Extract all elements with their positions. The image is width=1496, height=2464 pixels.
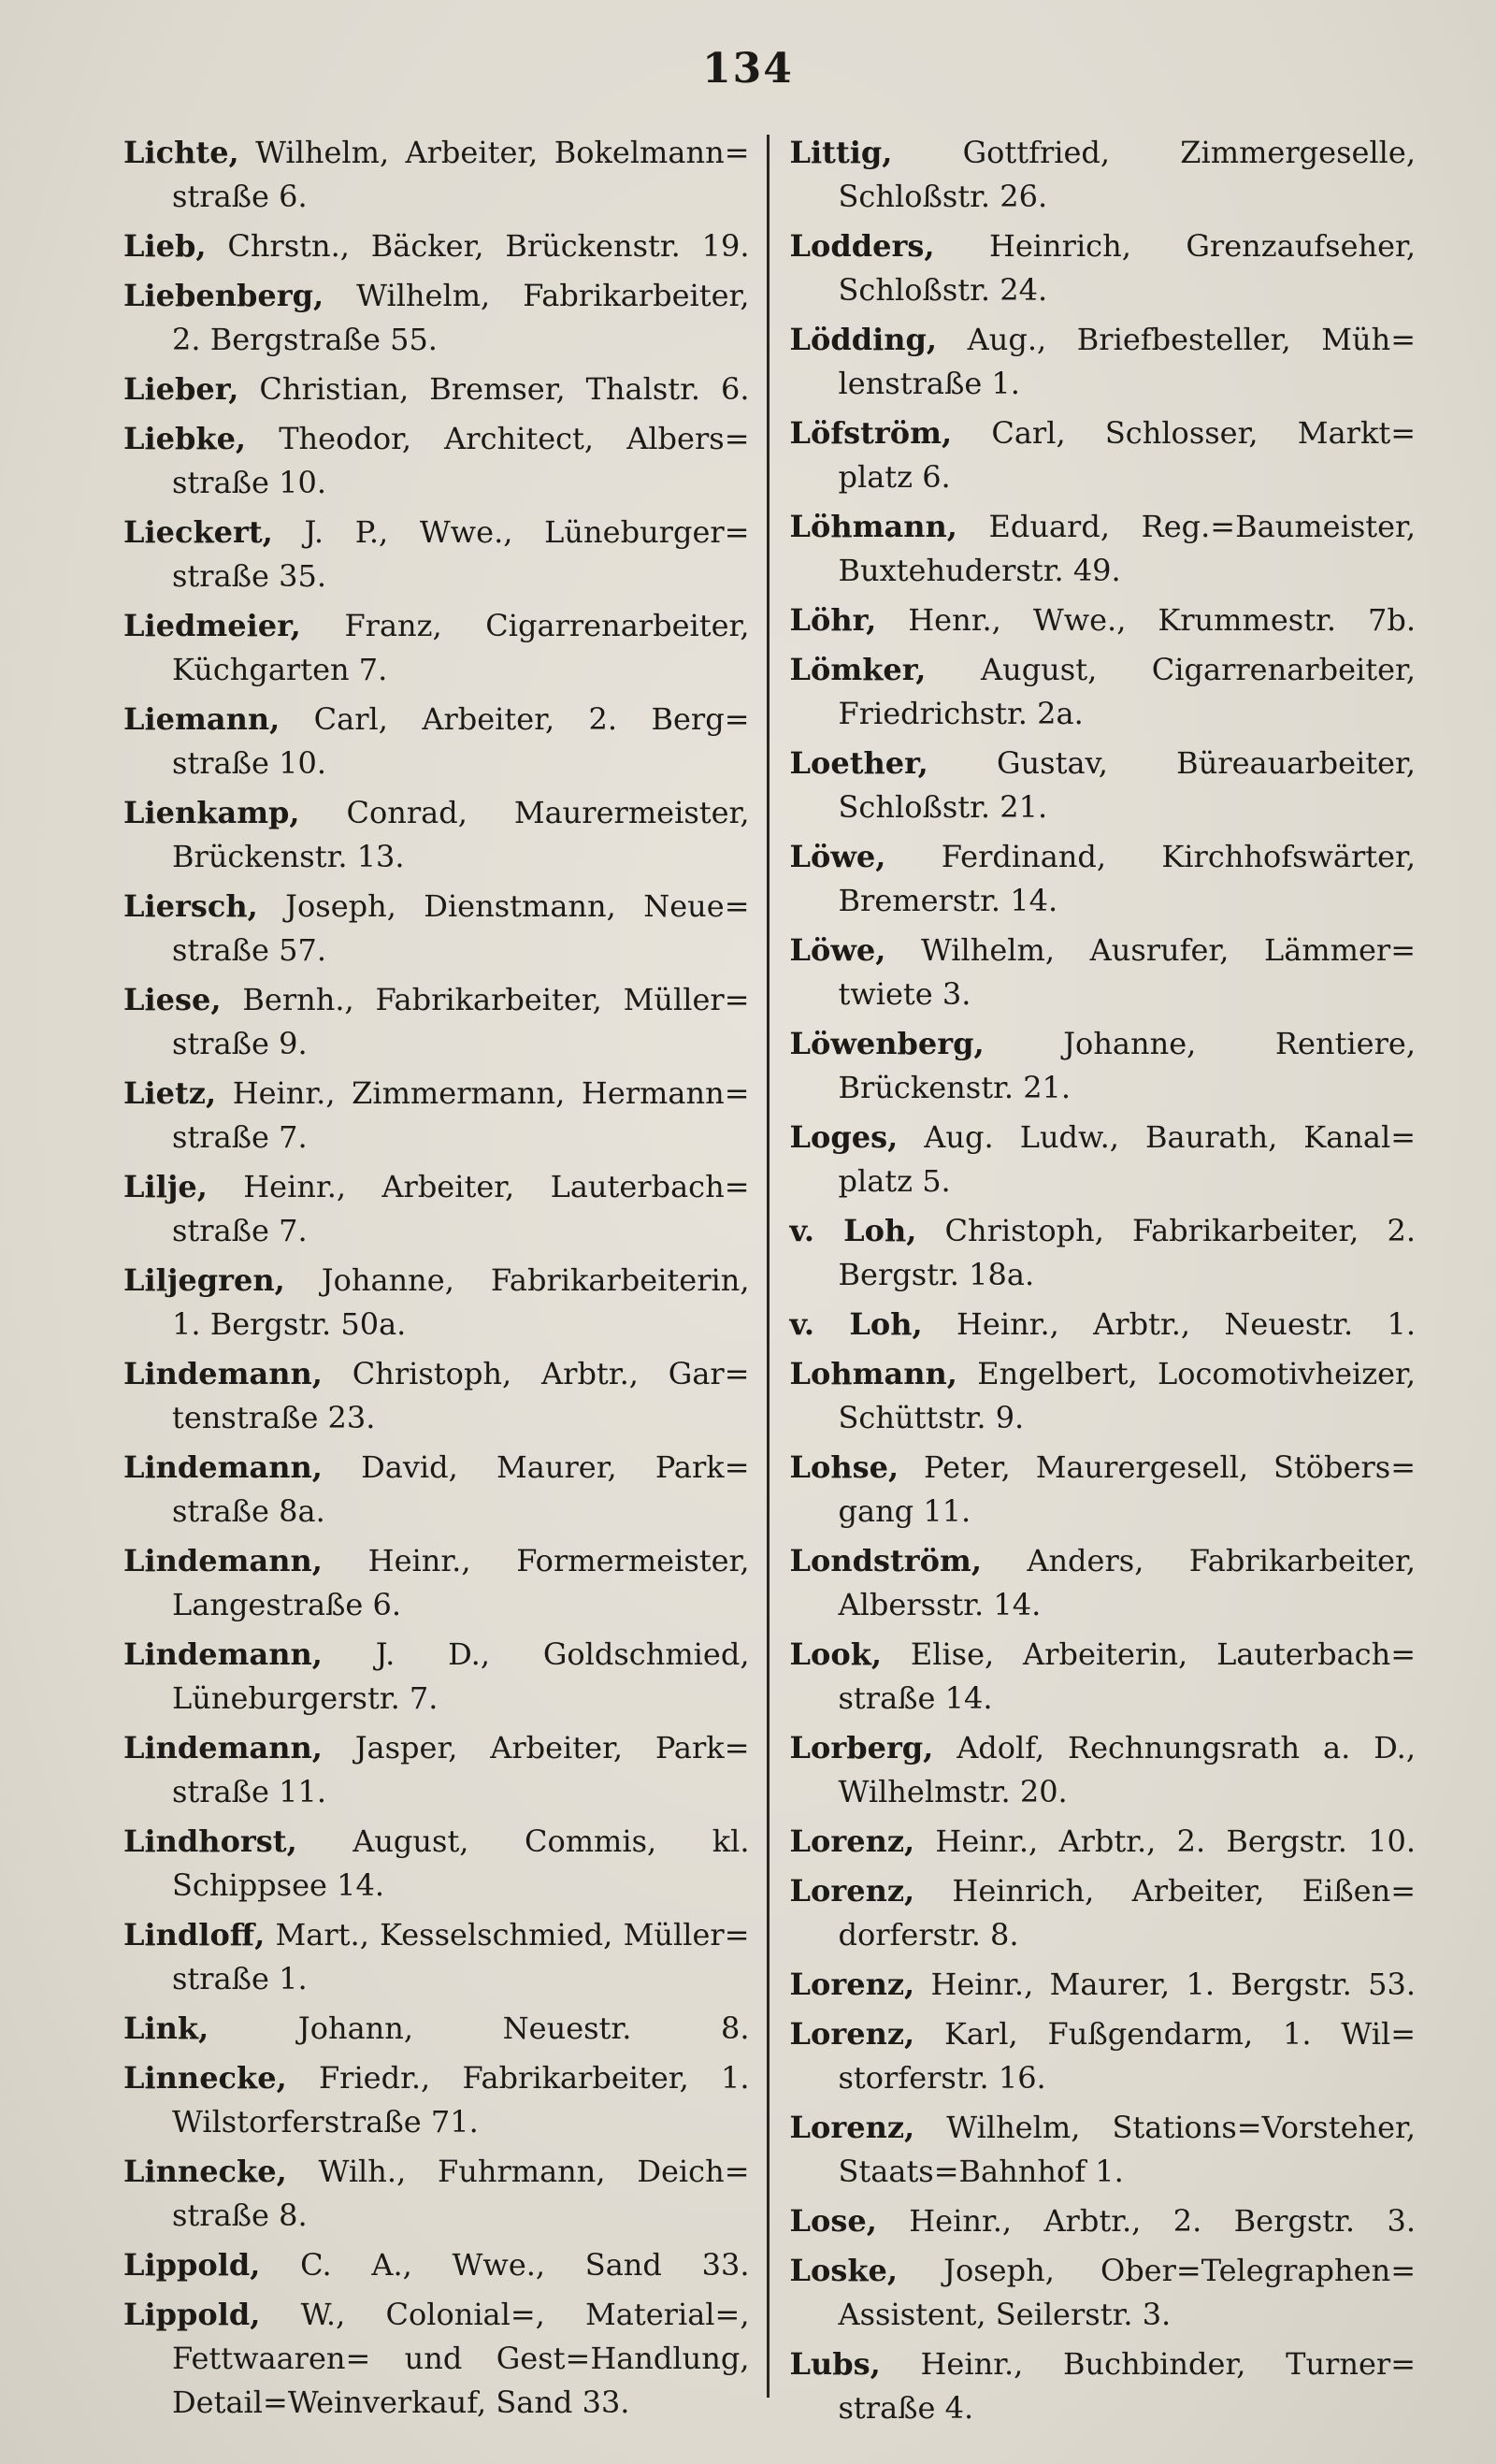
entry-surname: v. Loh,	[789, 1213, 917, 1248]
entry-surname: Lippold,	[123, 2247, 261, 2283]
entry-surname: Löwe,	[789, 839, 886, 874]
entry-continuation-line: twiete 3.	[838, 976, 971, 1012]
entry-first-line	[790, 1022, 1417, 1066]
directory-entry	[123, 224, 750, 268]
entry-surname: Lippold,	[123, 2297, 261, 2332]
directory-entry	[790, 505, 1417, 593]
entry-surname: Loske,	[789, 2253, 899, 2288]
entry-details: August, Cigarrenarbeiter,	[980, 652, 1416, 687]
directory-entry	[790, 2199, 1417, 2243]
entry-details: Christoph, Fabrikarbeiter, 2.	[944, 1213, 1416, 1248]
directory-entry	[123, 978, 750, 1066]
entry-surname: Lilje,	[123, 1169, 208, 1204]
entry-details: Adolf, Rechnungsrath a. D.,	[957, 1730, 1417, 1765]
directory-entry	[123, 1913, 750, 2001]
entry-surname: Linnecke,	[123, 2060, 287, 2096]
directory-entry	[790, 2342, 1417, 2430]
entry-details: Heinrich, Arbeiter, Eißen=	[952, 1873, 1416, 1909]
entry-details: Johann, Neuestr. 8.	[297, 2010, 750, 2046]
entry-surname: Lieb,	[123, 228, 207, 264]
entry-details: Johanne, Fabrikarbeiterin,	[321, 1262, 750, 1298]
entry-surname: Lorenz,	[789, 1967, 915, 2002]
entry-continuation-line: straße 11.	[172, 1774, 327, 1809]
entry-surname: Lieckert,	[123, 514, 273, 550]
entry-surname: Lömker,	[789, 652, 927, 687]
entry-continuation-line: Bergstr. 18a.	[838, 1257, 1035, 1292]
entry-details: August, Commis, kl.	[352, 1823, 750, 1859]
directory-entry	[123, 698, 750, 785]
directory-entry	[123, 131, 750, 219]
entry-details: Theodor, Architect, Albers=	[279, 421, 750, 456]
entry-first-line	[123, 1820, 750, 1864]
entry-continuation-line: Buxtehuderstr. 49.	[838, 553, 1121, 588]
entry-details: Eduard, Reg.=Baumeister,	[988, 509, 1416, 544]
entry-surname: Lohmann,	[789, 1356, 957, 1391]
entry-details: Heinr., Zimmermann, Hermann=	[232, 1075, 750, 1111]
entry-first-line	[790, 1446, 1417, 1490]
entry-details: Heinr., Buchbinder, Turner=	[920, 2346, 1417, 2382]
entry-surname: Liedmeier,	[123, 608, 301, 643]
entry-continuation-line: platz 5.	[838, 1163, 951, 1199]
entry-continuation-line: gang 11.	[838, 1493, 971, 1529]
entry-continuation-line: Küchgarten 7.	[172, 652, 388, 687]
entry-first-line	[123, 1913, 750, 1957]
entry-surname: Lindhorst,	[123, 1823, 297, 1859]
entry-continuation-line: Staats=Bahnhof 1.	[838, 2154, 1124, 2189]
entry-surname: Littig,	[789, 135, 893, 170]
entry-first-line	[790, 2199, 1417, 2243]
entry-surname: Lindemann,	[123, 1356, 323, 1391]
entry-surname: Lichte,	[123, 135, 239, 170]
directory-entry	[123, 2243, 750, 2287]
directory-entry	[790, 1209, 1417, 1297]
entry-continuation-line: straße 4.	[838, 2390, 974, 2426]
entry-surname: Liese,	[123, 982, 222, 1017]
directory-entry	[790, 318, 1417, 406]
entry-first-line	[123, 2293, 750, 2337]
entry-first-line	[123, 417, 750, 461]
directory-entry	[790, 929, 1417, 1016]
entry-surname: Liljegren,	[123, 1262, 285, 1298]
entry-first-line	[123, 604, 750, 648]
entry-first-line	[123, 2056, 750, 2100]
entry-first-line	[123, 367, 750, 411]
entry-first-line	[790, 505, 1417, 549]
entry-surname: Link,	[123, 2010, 209, 2046]
entry-continuation-line: lenstraße 1.	[838, 366, 1020, 401]
entry-first-line	[123, 511, 750, 555]
entry-surname: Loges,	[789, 1119, 899, 1155]
entry-continuation-line: straße 14.	[838, 1680, 993, 1716]
entry-surname: Lindloff,	[123, 1917, 266, 1952]
directory-entry	[123, 2293, 750, 2425]
entry-first-line	[123, 791, 750, 835]
entry-continuation-line: 2. Bergstraße 55.	[172, 322, 438, 357]
entry-first-line	[790, 1820, 1417, 1864]
directory-entry	[123, 2056, 750, 2144]
entry-continuation-line: straße 57.	[172, 932, 327, 968]
entry-surname: Lietz,	[123, 1075, 217, 1111]
entry-first-line	[790, 2342, 1417, 2386]
entry-details: Aug. Ludw., Baurath, Kanal=	[924, 1119, 1417, 1155]
entry-first-line	[790, 1633, 1417, 1677]
entry-details: Conrad, Maurermeister,	[346, 795, 750, 830]
entry-first-line	[790, 1209, 1417, 1253]
entry-details: Mart., Kesselschmied, Müller=	[275, 1917, 750, 1952]
entry-details: Karl, Fußgendarm, 1. Wil=	[944, 2016, 1416, 2052]
entry-surname: Löwenberg,	[789, 1026, 985, 1061]
entry-first-line	[123, 131, 750, 175]
entry-first-line	[123, 1165, 750, 1209]
directory-entry	[123, 1820, 750, 1908]
page-number: 134	[702, 45, 794, 93]
entry-first-line	[790, 2249, 1417, 2293]
entry-details: Engelbert, Locomotivheizer,	[977, 1356, 1417, 1391]
entry-details: Henr., Wwe., Krummestr. 7b.	[908, 602, 1417, 638]
directory-entry	[790, 1726, 1417, 1814]
entry-continuation-line: Friedrichstr. 2a.	[838, 696, 1084, 731]
entry-details: C. A., Wwe., Sand 33.	[300, 2247, 750, 2283]
entry-surname: Löhr,	[789, 602, 877, 638]
entry-surname: Lose,	[789, 2203, 877, 2239]
directory-entry	[790, 1869, 1417, 1957]
directory-entry	[123, 1072, 750, 1160]
entry-details: Johanne, Rentiere,	[1063, 1026, 1416, 1061]
entry-details: Ferdinand, Kirchhofswärter,	[941, 839, 1416, 874]
directory-entry	[790, 1116, 1417, 1203]
entry-details: Bernh., Fabrikarbeiter, Müller=	[242, 982, 750, 1017]
entry-details: Carl, Arbeiter, 2. Berg=	[313, 701, 750, 737]
right-column	[770, 131, 1433, 2426]
entry-details: Heinr., Arbeiter, Lauterbach=	[243, 1169, 750, 1204]
entry-first-line	[123, 2243, 750, 2287]
directory-entry	[790, 2106, 1417, 2194]
entry-details: Wilhelm, Arbeiter, Bokelmann=	[255, 135, 750, 170]
directory-entry	[790, 2249, 1417, 2337]
entry-surname: Look,	[789, 1636, 882, 1672]
directory-entry	[790, 835, 1417, 923]
entry-surname: Lorenz,	[789, 2110, 915, 2145]
entry-surname: Lorenz,	[789, 2016, 915, 2052]
entry-continuation-line: Langestraße 6.	[172, 1587, 402, 1622]
entry-surname: Lindemann,	[123, 1636, 323, 1672]
entry-first-line	[790, 1963, 1417, 2007]
entry-first-line	[790, 224, 1417, 268]
entry-continuation-line: Brückenstr. 13.	[172, 839, 405, 874]
entry-continuation-line: Schloßstr. 21.	[838, 789, 1048, 825]
entry-first-line	[123, 1633, 750, 1677]
entry-continuation-line: straße 6.	[172, 179, 308, 214]
entry-details: Wilhelm, Ausrufer, Lämmer=	[920, 932, 1417, 968]
entry-details: Heinr., Maurer, 1. Bergstr. 53.	[930, 1967, 1417, 2002]
entry-surname: Liemann,	[123, 701, 280, 737]
entry-surname: Lodders,	[789, 228, 935, 264]
entry-continuation-line: platz 6.	[838, 459, 951, 495]
entry-continuation-line: 1. Bergstr. 50a.	[172, 1306, 407, 1342]
entry-details: Elise, Arbeiterin, Lauterbach=	[910, 1636, 1416, 1672]
entry-surname: v. Loh,	[789, 1306, 923, 1342]
directory-entry	[123, 885, 750, 973]
entry-continuation-line: Albersstr. 14.	[838, 1587, 1042, 1622]
entry-continuation-line: straße 1.	[172, 1961, 308, 1996]
directory-entry	[123, 604, 750, 692]
entry-details: Christoph, Arbtr., Gar=	[352, 1356, 750, 1391]
entry-details: Christian, Bremser, Thalstr. 6.	[259, 371, 750, 407]
entry-first-line	[123, 1539, 750, 1583]
entry-details: Franz, Cigarrenarbeiter,	[344, 608, 750, 643]
directory-entry	[123, 1633, 750, 1721]
entry-continuation-line: straße 8a.	[172, 1493, 325, 1529]
entry-continuation-line: straße 7.	[172, 1119, 308, 1155]
entry-details: Friedr., Fabrikarbeiter, 1.	[318, 2060, 750, 2096]
entry-details: Wilhelm, Stations=Vorsteher,	[946, 2110, 1416, 2145]
entry-continuation-line: Detail=Weinverkauf, Sand 33.	[172, 2385, 630, 2420]
entry-continuation-line: Wilstorferstraße 71.	[172, 2104, 479, 2140]
entry-continuation-line: Wilhelmstr. 20.	[838, 1774, 1068, 1809]
entry-details: Jasper, Arbeiter, Park=	[354, 1730, 750, 1765]
entry-details: Gustav, Büreauarbeiter,	[996, 745, 1416, 781]
directory-entry	[790, 1446, 1417, 1534]
directory-entry	[790, 131, 1417, 219]
entry-continuation-line: Schloßstr. 24.	[838, 272, 1048, 308]
entry-surname: Löfström,	[789, 415, 953, 451]
directory-entry	[123, 367, 750, 411]
entry-first-line	[123, 274, 750, 318]
entry-details: Heinrich, Grenzaufseher,	[988, 228, 1417, 264]
entry-first-line	[790, 318, 1417, 362]
directory-entry	[790, 2012, 1417, 2100]
entry-details: Gottfried, Zimmergeselle,	[962, 135, 1416, 170]
entry-details: Peter, Maurergesell, Stöbers=	[924, 1449, 1417, 1485]
entry-continuation-line: Lüneburgerstr. 7.	[172, 1680, 439, 1716]
entry-surname: Liebke,	[123, 421, 247, 456]
entry-details: Heinr., Arbtr., 2. Bergstr. 10.	[935, 1823, 1417, 1859]
entry-continuation-line: Bremerstr. 14.	[838, 883, 1058, 918]
entry-first-line	[123, 2007, 750, 2051]
entry-continuation-line: straße 10.	[172, 465, 327, 500]
entry-first-line	[790, 1539, 1417, 1583]
entry-details: Wilh., Fuhrmann, Deich=	[318, 2154, 750, 2189]
entry-first-line	[123, 1072, 750, 1116]
entry-details: Chrstn., Bäcker, Brückenstr. 19.	[227, 228, 750, 264]
directory-entry	[790, 1633, 1417, 1721]
directory-entry	[790, 598, 1417, 642]
entry-first-line	[790, 1352, 1417, 1396]
entry-continuation-line: straße 8.	[172, 2197, 308, 2233]
entry-details: Wilhelm, Fabrikarbeiter,	[356, 278, 750, 313]
entry-first-line	[790, 835, 1417, 879]
entry-continuation-line: Assistent, Seilerstr. 3.	[838, 2297, 1172, 2332]
entry-details: Heinr., Arbtr., 2. Bergstr. 3.	[909, 2203, 1417, 2239]
directory-entry	[123, 511, 750, 598]
directory-entry	[123, 417, 750, 505]
entry-first-line	[790, 1116, 1417, 1160]
entry-continuation-line: straße 9.	[172, 1026, 308, 1061]
directory-entry	[790, 648, 1417, 736]
directory-entry	[123, 1726, 750, 1814]
entry-details: J. D., Goldschmied,	[375, 1636, 750, 1672]
entry-continuation-line: straße 35.	[172, 558, 327, 594]
directory-entry	[790, 411, 1417, 499]
directory-entry	[123, 1539, 750, 1627]
entry-first-line	[790, 131, 1417, 175]
entry-first-line	[790, 1869, 1417, 1913]
directory-entry	[123, 2007, 750, 2051]
entry-first-line	[123, 2150, 750, 2194]
entry-first-line	[790, 2106, 1417, 2150]
directory-entry	[790, 1352, 1417, 1440]
entry-first-line	[790, 648, 1417, 692]
entry-surname: Lohse,	[789, 1449, 899, 1485]
entry-first-line	[790, 1726, 1417, 1770]
entry-details: Heinr., Arbtr., Neuestr. 1.	[956, 1306, 1417, 1342]
directory-entry	[790, 1963, 1417, 2007]
entry-surname: Lödding,	[789, 322, 938, 357]
directory-entry	[790, 742, 1417, 829]
directory-entry	[123, 1446, 750, 1534]
entry-first-line	[123, 1259, 750, 1303]
entry-first-line	[123, 1446, 750, 1490]
entry-details: Carl, Schlosser, Markt=	[991, 415, 1417, 451]
entry-first-line	[790, 929, 1417, 973]
entry-details: Anders, Fabrikarbeiter,	[1027, 1543, 1416, 1578]
entry-first-line	[123, 1726, 750, 1770]
entry-surname: Lubs,	[789, 2346, 881, 2382]
entry-first-line	[123, 978, 750, 1022]
directory-entry	[123, 1259, 750, 1347]
entry-first-line	[123, 224, 750, 268]
directory-entry	[123, 1165, 750, 1253]
directory-entry	[123, 791, 750, 879]
entry-first-line	[790, 1303, 1417, 1347]
directory-entry	[123, 274, 750, 362]
entry-surname: Lindemann,	[123, 1730, 323, 1765]
entry-surname: Loether,	[789, 745, 928, 781]
entry-details: David, Maurer, Park=	[361, 1449, 750, 1485]
entry-surname: Löwe,	[789, 932, 886, 968]
directory-entry	[790, 1539, 1417, 1627]
entry-first-line	[790, 411, 1417, 455]
entry-details: Joseph, Dienstmann, Neue=	[285, 888, 750, 924]
entry-surname: Liersch,	[123, 888, 258, 924]
entry-surname: Lienkamp,	[123, 795, 300, 830]
entry-surname: Lorenz,	[789, 1823, 915, 1859]
entry-continuation-line: Brückenstr. 21.	[838, 1070, 1072, 1105]
directory-entry	[123, 1352, 750, 1440]
directory-entry	[790, 1820, 1417, 1864]
entry-details: Aug., Briefbesteller, Müh=	[967, 322, 1417, 357]
entry-continuation-line: dorferstr. 8.	[838, 1917, 1019, 1952]
entry-details: Heinr., Formermeister,	[367, 1543, 750, 1578]
entry-first-line	[123, 885, 750, 929]
entry-surname: Liebenberg,	[123, 278, 324, 313]
entry-first-line	[123, 698, 750, 742]
entry-first-line	[790, 2012, 1417, 2056]
entry-details: Joseph, Ober=Telegraphen=	[943, 2253, 1417, 2288]
left-column	[123, 131, 767, 2420]
entry-details: W., Colonial=, Material=,	[300, 2297, 750, 2332]
entry-continuation-line: straße 10.	[172, 745, 327, 781]
entry-continuation-line: Fettwaaren= und Gest=Handlung,	[172, 2341, 750, 2376]
directory-columns	[123, 131, 1432, 2426]
entry-continuation-line: straße 7.	[172, 1213, 308, 1248]
directory-entry	[123, 2150, 750, 2238]
entry-surname: Linnecke,	[123, 2154, 287, 2189]
directory-entry	[790, 1303, 1417, 1347]
directory-entry	[790, 224, 1417, 312]
entry-continuation-line: tenstraße 23.	[172, 1400, 376, 1435]
entry-surname: Londström,	[789, 1543, 982, 1578]
entry-continuation-line: Schippsee 14.	[172, 1867, 385, 1903]
directory-entry	[790, 1022, 1417, 1110]
entry-surname: Lorberg,	[789, 1730, 934, 1765]
entry-first-line	[790, 742, 1417, 785]
entry-details: J. P., Wwe., Lüneburger=	[304, 514, 750, 550]
entry-surname: Lorenz,	[789, 1873, 915, 1909]
entry-surname: Lieber,	[123, 371, 239, 407]
entry-continuation-line: storferstr. 16.	[838, 2060, 1046, 2096]
entry-surname: Löhmann,	[789, 509, 957, 544]
entry-surname: Lindemann,	[123, 1543, 323, 1578]
entry-continuation-line: Schloßstr. 26.	[838, 179, 1048, 214]
entry-continuation-line: Schüttstr. 9.	[838, 1400, 1025, 1435]
entry-surname: Lindemann,	[123, 1449, 323, 1485]
entry-first-line	[790, 598, 1417, 642]
entry-first-line	[123, 1352, 750, 1396]
